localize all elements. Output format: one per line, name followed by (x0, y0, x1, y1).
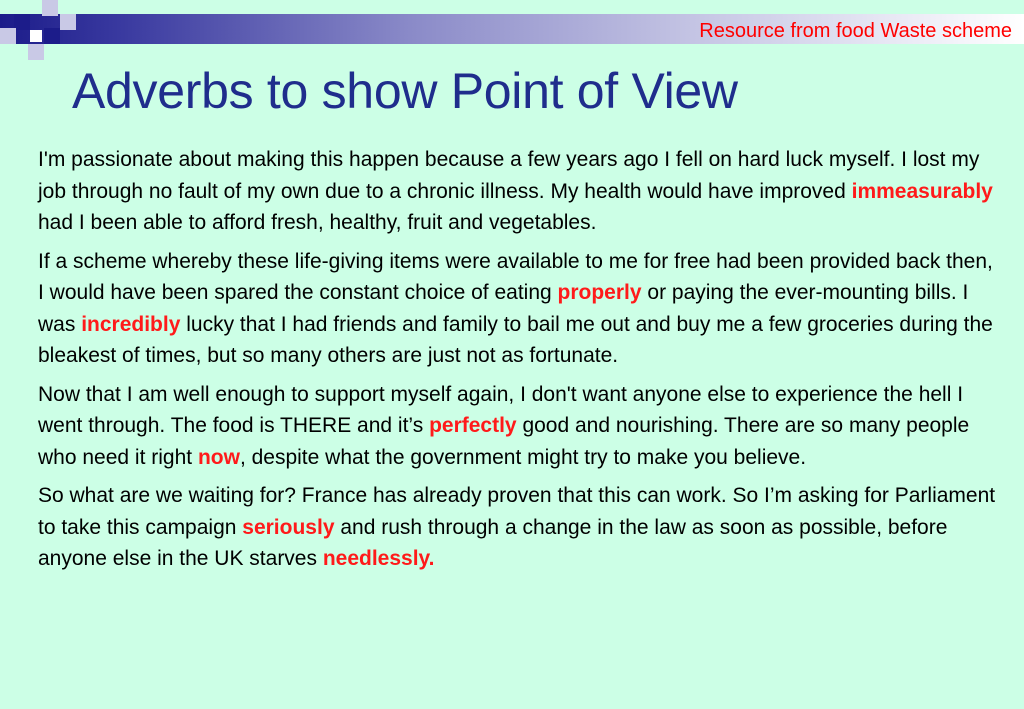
text: , despite what the government might try to make you believe. (239, 445, 807, 469)
adverb-highlight: perfectly (429, 414, 517, 437)
text: If a scheme whereby these life-giving items were available to me for free had been provided back then, I would have been spared the constant choice of eating (38, 249, 993, 304)
text: or paying the ever-mounting bills. I was (38, 281, 969, 336)
slide-body (38, 144, 998, 582)
slide-title: Adverbs to show Point of View (72, 63, 738, 119)
square-navy-2 (44, 28, 60, 44)
square-navy-1 (14, 14, 30, 30)
square-lavender-1 (0, 28, 16, 44)
adverb-highlight: properly (557, 281, 642, 304)
adverb-highlight: incredibly (81, 312, 181, 336)
resource-tag: Resource from food Waste scheme (699, 20, 1012, 42)
adverb-highlight: needlessly. (322, 547, 435, 570)
square-lavender-4 (28, 44, 44, 60)
square-lavender-2 (42, 0, 58, 16)
paragraph-3 (38, 379, 998, 474)
square-white-1 (30, 30, 42, 42)
text: had I been able to afford fresh, healthy, fruit and vegetables. (38, 211, 597, 234)
paragraph-1 (38, 144, 998, 239)
text: So what are we waiting for? France has already proven that this can work. So I’m asking for Parliament to take this campaign (38, 484, 996, 539)
text: Now that I am well enough to support myself again, I don't want anyone else to experience the hell I went through. The food is THERE and it’s (38, 382, 964, 437)
adverb-highlight: seriously (242, 515, 335, 539)
adverb-highlight: now (197, 445, 240, 469)
text: lucky that I had friends and family to bail me out and buy me a few groceries during the bleakest of times, but so many others are just not as fortunate. (38, 312, 993, 367)
text: I'm passionate about making this happen because a few years ago I fell on hard luck myself. I lost my job through no fault of my own due to a chronic illness. My health would have improved (38, 148, 980, 203)
text: good and nourishing. There are so many people who need it right (38, 414, 970, 469)
paragraph-4 (38, 480, 998, 575)
square-lavender-3 (60, 14, 76, 30)
paragraph-2 (38, 246, 998, 372)
adverb-highlight: immeasurably (851, 179, 993, 203)
text: and rush through a change in the law as soon as possible, before anyone else in the UK starves (38, 515, 948, 570)
